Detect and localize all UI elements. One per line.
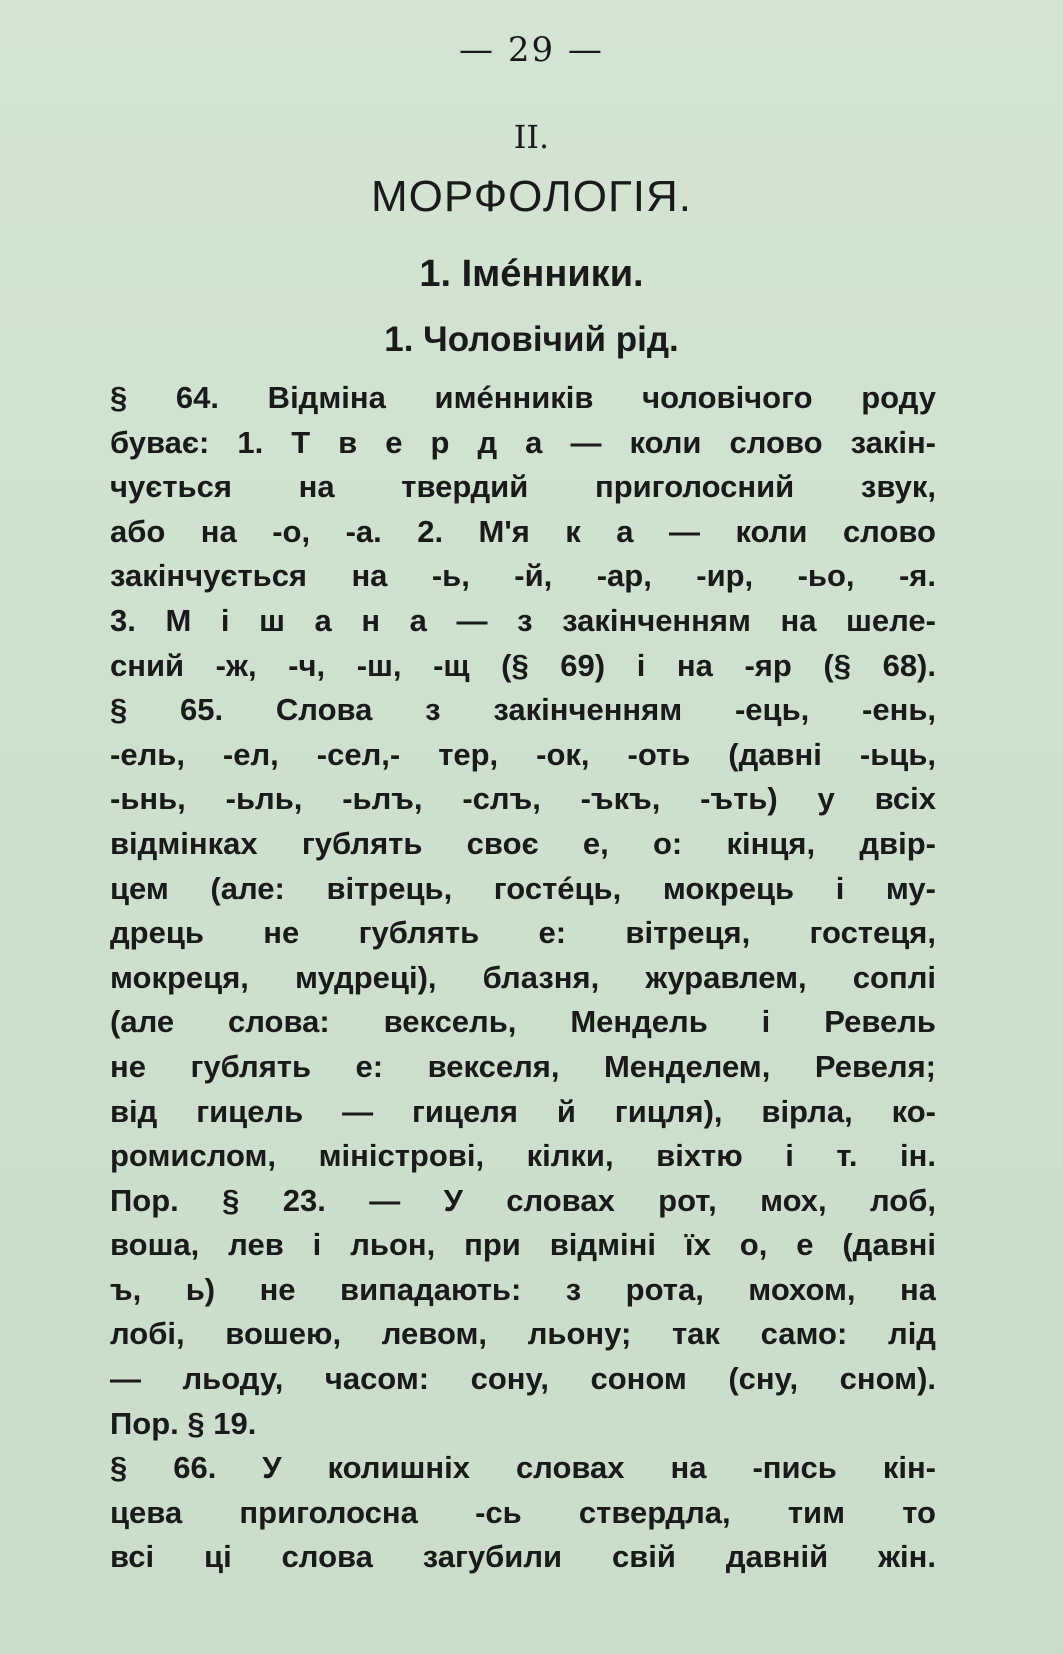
subsection-title: 1. Чоловічий рід. <box>384 320 679 359</box>
section-title: МОРФОЛОГІЯ. <box>370 172 693 221</box>
text-line: -ель, -ел, -сел,- тер, -ок, -оть (давні -ьць, <box>110 736 936 772</box>
part-number: II. <box>513 118 550 156</box>
text-line: цева приголосна -сь ствердла, тим то <box>110 1494 936 1530</box>
text-line: § 65. Слова з закінченням -ець, -ень, <box>110 692 936 728</box>
text-line: воша, лев і льон, при відміні їх о, е (давні <box>110 1227 936 1263</box>
page-number: — 29 — <box>459 30 604 70</box>
text-line: дрець не гублять е: вітреця, гостеця, <box>110 915 936 951</box>
text-line: від гицель — гицеля й гицля), вірла, ко- <box>110 1093 936 1129</box>
text-line: закінчується на -ь, -й, -ар, -ир, -ьо, -я. <box>110 558 936 594</box>
text-line: (але слова: вексель, Мендель і Ревель <box>110 1004 936 1040</box>
text-line: чується на твердий приголосний звук, <box>110 469 936 505</box>
text-line: цем (але: вітрець, гостéць, мокрець і му- <box>110 870 936 906</box>
text-line: сний -ж, -ч, -ш, -щ (§ 69) і на -яр (§ 68). <box>110 647 936 683</box>
text-line: § 66. У колишніх словах на -пись кін- <box>110 1450 936 1486</box>
text-line: Пор. § 23. — У словах рот, мох, лоб, <box>110 1182 936 1218</box>
text-line: мокреця, мудреці), блазня, журавлем, соплі <box>110 959 936 995</box>
body-text <box>110 376 936 1580</box>
text-line: лобі, вошею, левом, льону; так само: лід <box>110 1316 936 1352</box>
text-line: ромислом, міністрові, кілки, віхтю і т. ін. <box>110 1138 936 1174</box>
text-line: Пор. § 19. <box>110 1405 257 1441</box>
text-line: -ьнь, -ьль, -ьлъ, -слъ, -ъкъ, -ъть) у всіх <box>110 781 936 817</box>
text-line: 3. М і ш а н а — з закінченням на шеле- <box>110 602 936 638</box>
text-line: всі ці слова загубили свій давній жін. <box>110 1539 936 1575</box>
chapter-title: 1. Імéнники. <box>419 253 644 295</box>
text-line: — льоду, часом: сону, соном (сну, сном). <box>110 1361 936 1397</box>
text-line: ъ, ь) не випадають: з рота, мохом, на <box>110 1271 936 1307</box>
text-line: § 64. Відміна имéнників чоловічого роду <box>110 380 936 415</box>
text-line: буває: 1. Т в е р д а — коли слово закін- <box>110 424 936 460</box>
text-line: відмінках гублять своє е, о: кінця, двір- <box>110 825 936 861</box>
text-line: або на -о, -а. 2. М'я к а — коли слово <box>110 513 936 549</box>
text-line: не гублять е: векселя, Менделем, Ревеля; <box>110 1048 936 1084</box>
